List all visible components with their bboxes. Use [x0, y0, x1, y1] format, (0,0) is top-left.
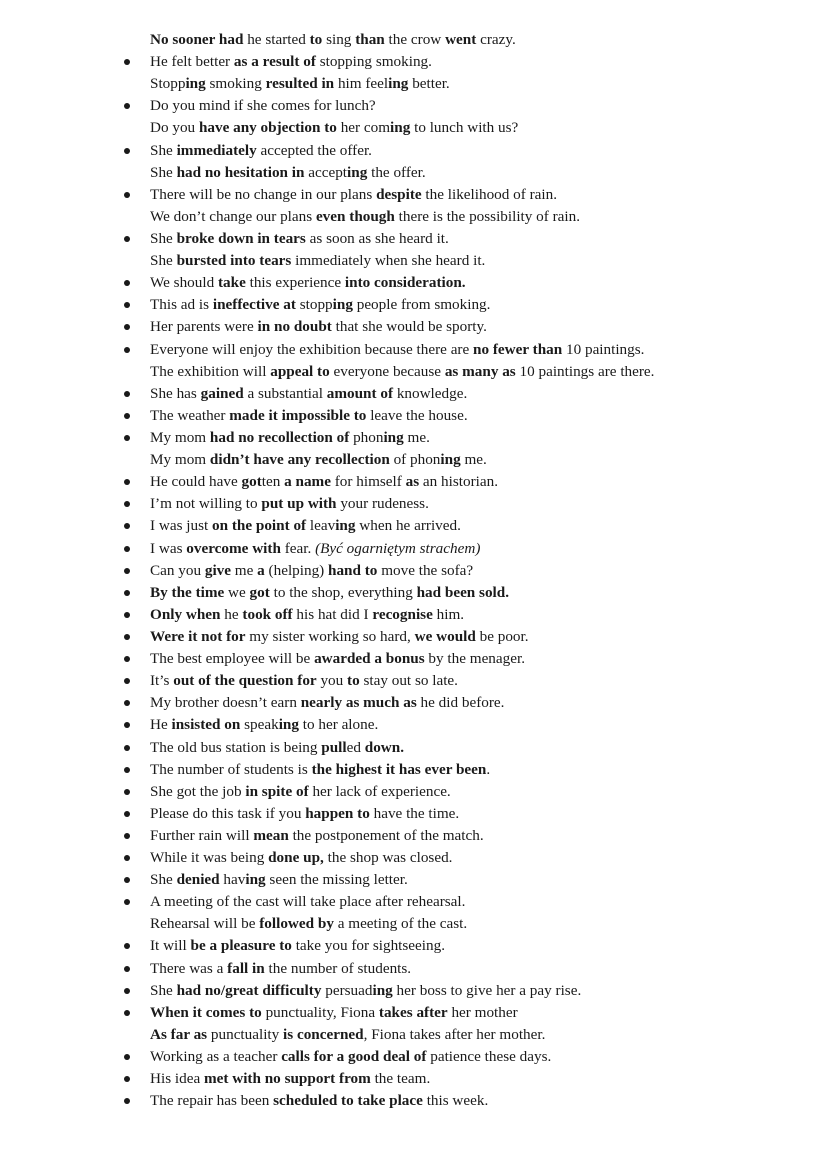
continuation-line: [150, 117, 820, 139]
bullet-icon: [124, 855, 130, 861]
sentence-text: this week.: [422, 1092, 489, 1110]
sentence-text: There was a: [150, 959, 228, 977]
sentence-text: he started: [243, 31, 310, 48]
bullet-list-item: [150, 1068, 820, 1090]
key-phrase: happen to: [305, 804, 370, 822]
sentence-text: The exhibition will: [150, 362, 271, 380]
bullet-icon: [124, 59, 130, 65]
key-phrase: to: [347, 672, 360, 690]
bullet-icon: [124, 523, 130, 529]
bullet-icon: [124, 811, 130, 817]
sentence-text: be poor.: [475, 627, 529, 645]
bullet-list-item: [150, 51, 820, 73]
key-phrase: By the time: [150, 583, 225, 601]
key-phrase: resulted in: [265, 75, 335, 93]
sentence-text: her com: [336, 119, 391, 137]
bullet-list-item: [150, 869, 820, 891]
sentence-text: to lunch with us?: [410, 119, 519, 137]
key-phrase: ing: [383, 428, 404, 446]
sentence-text: punctuality, Fiona: [261, 1003, 379, 1021]
sentence-text: an historian.: [419, 473, 498, 491]
sentence-text: We don’t change our plans: [150, 207, 316, 225]
sentence-text: her mother: [447, 1003, 518, 1021]
key-phrase: Only when: [150, 605, 221, 623]
sentence-text: me.: [460, 451, 487, 469]
key-phrase: went: [445, 31, 477, 48]
bullet-list-item: [150, 1002, 820, 1024]
sentence-text: We should: [150, 274, 218, 292]
sentence-text: Can you: [150, 561, 205, 579]
bullet-icon: [124, 745, 130, 751]
translation-note: (Być ogarniętym strachem): [315, 539, 481, 557]
key-phrase: had no recollection of: [209, 428, 350, 446]
key-phrase: ing: [278, 716, 299, 734]
key-phrase: bursted into tears: [176, 252, 292, 270]
key-phrase: had no/great difficulty: [176, 981, 322, 999]
key-phrase: the highest it has ever been: [311, 760, 487, 778]
key-phrase: appeal to: [270, 362, 330, 380]
bullet-list-item: [150, 626, 820, 648]
key-phrase: in no doubt: [257, 318, 332, 336]
bullet-list-item: [150, 339, 820, 361]
bullet-icon: [124, 501, 130, 507]
sentence-text: (helping): [264, 561, 329, 579]
key-phrase: When it comes to: [150, 1003, 262, 1021]
sentence-text: as soon as she heard it.: [305, 229, 449, 247]
sentence-text: She: [150, 981, 177, 999]
sentence-text: him feel: [334, 75, 389, 93]
sentence-text: there is the possibility of rain.: [394, 207, 581, 225]
sentence-text: Further rain will: [150, 826, 254, 844]
bullet-list-item: [150, 692, 820, 714]
bullet-list-item: [150, 560, 820, 582]
sentence-text: ed: [346, 738, 365, 756]
sentence-text: his hat did I: [292, 605, 373, 623]
sentence-text: leave the house.: [366, 406, 468, 424]
bullet-list-item: [150, 228, 820, 250]
sentence-text: for himself: [330, 473, 406, 491]
sentence-text: the team.: [370, 1070, 431, 1088]
key-phrase: ing: [245, 871, 266, 889]
key-phrase: put up with: [261, 495, 337, 513]
sentence-text: a meeting of the cast.: [333, 915, 468, 933]
bullet-list-item: [150, 515, 820, 537]
sentence-text: seen the missing letter.: [265, 871, 408, 889]
key-phrase: give: [204, 561, 231, 579]
sentence-text: of phon: [389, 451, 441, 469]
key-phrase: fall in: [227, 959, 265, 977]
bullet-icon: [124, 479, 130, 485]
bullet-list-item: [150, 958, 820, 980]
key-phrase: ing: [185, 75, 206, 93]
key-phrase: ing: [335, 517, 356, 535]
bullet-icon: [124, 347, 130, 353]
sentence-text: She: [150, 229, 177, 247]
key-phrase: hand to: [328, 561, 378, 579]
sentence-text: accept: [304, 163, 348, 181]
bullet-list-item: [150, 493, 820, 515]
sentence-text: I was just: [150, 517, 213, 535]
bullet-icon: [124, 612, 130, 618]
key-phrase: have any objection to: [198, 119, 337, 137]
key-phrase: got: [241, 473, 262, 491]
sentence-text: hav: [219, 871, 246, 889]
bullet-icon: [124, 1098, 130, 1104]
bullet-list-item: [150, 1090, 820, 1112]
sentence-text: patience these days.: [426, 1048, 552, 1066]
bullet-list-item: [150, 714, 820, 736]
sentence-text: ten: [261, 473, 285, 491]
bullet-icon: [124, 656, 130, 662]
sentence-text: The best employee will be: [150, 650, 315, 668]
bullet-list-item: [150, 427, 820, 449]
bullet-icon: [124, 148, 130, 154]
sentence-text: It will: [150, 937, 191, 955]
bullet-icon: [124, 943, 130, 949]
key-phrase: in spite of: [245, 782, 309, 800]
phrase-list: [150, 29, 820, 1112]
key-phrase: takes after: [378, 1003, 448, 1021]
sentence-text: her boss to give her a pay rise.: [392, 981, 582, 999]
sentence-text: by the menager.: [424, 650, 525, 668]
key-phrase: a: [257, 561, 265, 579]
bullet-list-item: [150, 847, 820, 869]
sentence-text: speak: [240, 716, 279, 734]
sentence-text: .: [486, 760, 491, 778]
continuation-line: [150, 913, 820, 935]
key-phrase: mean: [253, 826, 289, 844]
key-phrase: a name: [284, 473, 331, 491]
sentence-text: my sister working so hard,: [245, 627, 415, 645]
sentence-text: I’m not willing to: [150, 495, 262, 513]
key-phrase: we would: [414, 627, 476, 645]
key-phrase: to: [309, 31, 323, 48]
bullet-list-item: [150, 316, 820, 338]
key-phrase: overcome with: [186, 539, 281, 557]
sentence-text: My mom: [150, 451, 210, 469]
bullet-list-item: [150, 383, 820, 405]
sentence-text: She: [150, 163, 177, 181]
key-phrase: done up,: [268, 849, 324, 867]
sentence-text: My mom: [150, 428, 210, 446]
sentence-text: fear.: [280, 539, 316, 557]
bullet-list-item: [150, 980, 820, 1002]
key-phrase: even though: [315, 207, 395, 225]
key-phrase: met with no support from: [204, 1070, 371, 1088]
sentence-text: stopp: [295, 296, 333, 314]
continuation-line: [150, 206, 820, 228]
key-phrase: No sooner had: [150, 31, 244, 48]
bullet-icon: [124, 1054, 130, 1060]
sentence-text: everyone because: [329, 362, 445, 380]
sentence-text: 10 paintings are there.: [515, 362, 655, 380]
key-phrase: as: [405, 473, 420, 491]
key-phrase: awarded a bonus: [314, 650, 425, 668]
key-phrase: calls for a good deal of: [281, 1048, 427, 1066]
key-phrase: into consideration.: [344, 274, 466, 292]
bullet-icon: [124, 678, 130, 684]
bullet-list-item: [150, 891, 820, 913]
continuation-line: [150, 162, 820, 184]
key-phrase: as a result of: [233, 53, 316, 71]
bullet-icon: [124, 435, 130, 441]
sentence-text: a substantial: [243, 384, 327, 402]
sentence-text: you: [316, 672, 348, 690]
continuation-line: [150, 1024, 820, 1046]
sentence-text: take you for sightseeing.: [291, 937, 445, 955]
key-phrase: despite: [376, 185, 422, 203]
key-phrase: ing: [372, 981, 393, 999]
sentence-text: She has: [150, 384, 201, 402]
sentence-text: A meeting of the cast will take place after rehearsal.: [150, 893, 466, 911]
bullet-list-item: [150, 582, 820, 604]
bullet-icon: [124, 546, 130, 552]
bullet-icon: [124, 767, 130, 773]
sentence-text: While it was being: [150, 849, 269, 867]
sentence-text: to the shop, everything: [269, 583, 417, 601]
sentence-text: move the sofa?: [377, 561, 474, 579]
key-phrase: gained: [200, 384, 244, 402]
sentence-text: The repair has been: [150, 1092, 274, 1110]
bullet-list-item: [150, 759, 820, 781]
bullet-list-item: [150, 935, 820, 957]
sentence-text: sing: [322, 31, 356, 48]
bullet-icon: [124, 634, 130, 640]
key-phrase: be a pleasure to: [190, 937, 292, 955]
bullet-icon: [124, 302, 130, 308]
sentence-text: her lack of experience.: [308, 782, 451, 800]
bullet-list-item: [150, 184, 820, 206]
key-phrase: ing: [388, 75, 409, 93]
bullet-list-item: [150, 294, 820, 316]
sentence-text: the shop was closed.: [323, 849, 453, 867]
sentence-text: the offer.: [367, 163, 426, 181]
sentence-text: He could have: [150, 473, 242, 491]
bullet-icon: [124, 700, 130, 706]
bullet-list-item: [150, 405, 820, 427]
sentence-text: accepted the offer.: [256, 141, 372, 159]
sentence-text: have the time.: [369, 804, 460, 822]
continuation-line: [150, 29, 820, 51]
sentence-text: Stopp: [150, 75, 186, 93]
key-phrase: denied: [176, 871, 220, 889]
sentence-text: Please do this task if you: [150, 804, 306, 822]
key-phrase: had no hesitation in: [176, 163, 305, 181]
sentence-text: that she would be sporty.: [331, 318, 487, 336]
sentence-text: punctuality: [207, 1025, 284, 1043]
sentence-text: people from smoking.: [352, 296, 491, 314]
sentence-text: better.: [408, 75, 450, 93]
sentence-text: There will be no change in our plans: [150, 185, 377, 203]
sentence-text: the crow: [384, 31, 446, 48]
key-phrase: immediately: [176, 141, 257, 159]
bullet-list-item: [150, 604, 820, 626]
key-phrase: nearly as much as: [300, 694, 417, 712]
continuation-line: [150, 449, 820, 471]
key-phrase: had been sold.: [416, 583, 510, 601]
key-phrase: scheduled to take place: [273, 1092, 423, 1110]
key-phrase: take: [217, 274, 246, 292]
bullet-icon: [124, 413, 130, 419]
sentence-text: 10 paintings.: [562, 340, 645, 358]
bullet-list-item: [150, 670, 820, 692]
bullet-icon: [124, 236, 130, 242]
bullet-list-item: [150, 825, 820, 847]
sentence-text: She: [150, 252, 177, 270]
bullet-list-item: [150, 1046, 820, 1068]
sentence-text: stopping smoking.: [315, 53, 432, 71]
sentence-text: The number of students is: [150, 760, 312, 778]
sentence-text: him.: [432, 605, 465, 623]
bullet-list-item: [150, 648, 820, 670]
sentence-text: he: [220, 605, 243, 623]
sentence-text: we: [224, 583, 250, 601]
sentence-text: crazy.: [476, 31, 516, 48]
sentence-text: he did before.: [416, 694, 505, 712]
bullet-icon: [124, 789, 130, 795]
bullet-icon: [124, 192, 130, 198]
sentence-text: My brother doesn’t earn: [150, 694, 301, 712]
key-phrase: Were it not for: [150, 627, 246, 645]
bullet-icon: [124, 103, 130, 109]
sentence-text: He: [150, 716, 172, 734]
bullet-icon: [124, 966, 130, 972]
sentence-text: phon: [349, 428, 384, 446]
sentence-text: Do you: [150, 119, 199, 137]
bullet-list-item: [150, 471, 820, 493]
key-phrase: followed by: [259, 915, 334, 933]
continuation-line: [150, 250, 820, 272]
sentence-text: I was: [150, 539, 187, 557]
bullet-icon: [124, 590, 130, 596]
bullet-icon: [124, 1010, 130, 1016]
sentence-text: She got the job: [150, 782, 246, 800]
continuation-line: [150, 73, 820, 95]
sentence-text: Working as a teacher: [150, 1048, 282, 1066]
key-phrase: got: [249, 583, 270, 601]
key-phrase: recognise: [372, 605, 433, 623]
key-phrase: As far as: [150, 1025, 208, 1043]
key-phrase: no fewer than: [473, 340, 563, 358]
key-phrase: amount of: [326, 384, 394, 402]
sentence-text: The old bus station is being: [150, 738, 322, 756]
bullet-list-item: [150, 803, 820, 825]
sentence-text: persuad: [321, 981, 373, 999]
sentence-text: She: [150, 141, 177, 159]
bullet-icon: [124, 391, 130, 397]
bullet-icon: [124, 988, 130, 994]
sentence-text: knowledge.: [393, 384, 468, 402]
key-phrase: is concerned: [283, 1025, 364, 1043]
key-phrase: as many as: [444, 362, 516, 380]
bullet-list-item: [150, 737, 820, 759]
sentence-text: me.: [403, 428, 430, 446]
bullet-icon: [124, 568, 130, 574]
key-phrase: didn’t have any recollection: [209, 451, 390, 469]
sentence-text: when he arrived.: [355, 517, 461, 535]
key-phrase: than: [355, 31, 385, 48]
key-phrase: ineffective at: [212, 296, 296, 314]
sentence-text: stay out so late.: [359, 672, 458, 690]
bullet-list-item: [150, 538, 820, 560]
sentence-text: , Fiona takes after her mother.: [363, 1025, 546, 1043]
sentence-text: His idea: [150, 1070, 204, 1088]
key-phrase: ing: [347, 163, 368, 181]
key-phrase: ing: [332, 296, 353, 314]
key-phrase: down.: [364, 738, 405, 756]
bullet-icon: [124, 722, 130, 728]
continuation-line: [150, 361, 820, 383]
bullet-list-item: [150, 272, 820, 294]
bullet-icon: [124, 280, 130, 286]
sentence-text: me: [231, 561, 258, 579]
sentence-text: smoking: [205, 75, 266, 93]
bullet-list-item: [150, 781, 820, 803]
sentence-text: immediately when she heard it.: [291, 252, 486, 270]
sentence-text: the number of students.: [264, 959, 412, 977]
key-phrase: ing: [440, 451, 461, 469]
bullet-list-item: [150, 95, 820, 117]
sentence-text: This ad is: [150, 296, 213, 314]
key-phrase: took off: [242, 605, 293, 623]
key-phrase: insisted on: [171, 716, 241, 734]
bullet-icon: [124, 899, 130, 905]
sentence-text: the postponement of the match.: [288, 826, 484, 844]
key-phrase: ing: [390, 119, 411, 137]
sentence-text: The weather: [150, 406, 230, 424]
key-phrase: on the point of: [212, 517, 307, 535]
sentence-text: leav: [306, 517, 336, 535]
bullet-icon: [124, 877, 130, 883]
sentence-text: Everyone will enjoy the exhibition because there are: [150, 340, 474, 358]
key-phrase: made it impossible to: [229, 406, 367, 424]
sentence-text: She: [150, 871, 177, 889]
key-phrase: pull: [321, 738, 347, 756]
sentence-text: Rehearsal will be: [150, 915, 260, 933]
sentence-text: It’s: [150, 672, 174, 690]
bullet-list-item: [150, 140, 820, 162]
bullet-icon: [124, 833, 130, 839]
sentence-text: Do you mind if she comes for lunch?: [150, 97, 376, 115]
sentence-text: to her alone.: [298, 716, 379, 734]
key-phrase: broke down in tears: [176, 229, 306, 247]
bullet-icon: [124, 324, 130, 330]
sentence-text: Her parents were: [150, 318, 258, 336]
sentence-text: the likelihood of rain.: [421, 185, 558, 203]
sentence-text: this experience: [245, 274, 345, 292]
bullet-icon: [124, 1076, 130, 1082]
sentence-text: your rudeness.: [336, 495, 429, 513]
sentence-text: He felt better: [150, 53, 234, 71]
key-phrase: out of the question for: [173, 672, 317, 690]
